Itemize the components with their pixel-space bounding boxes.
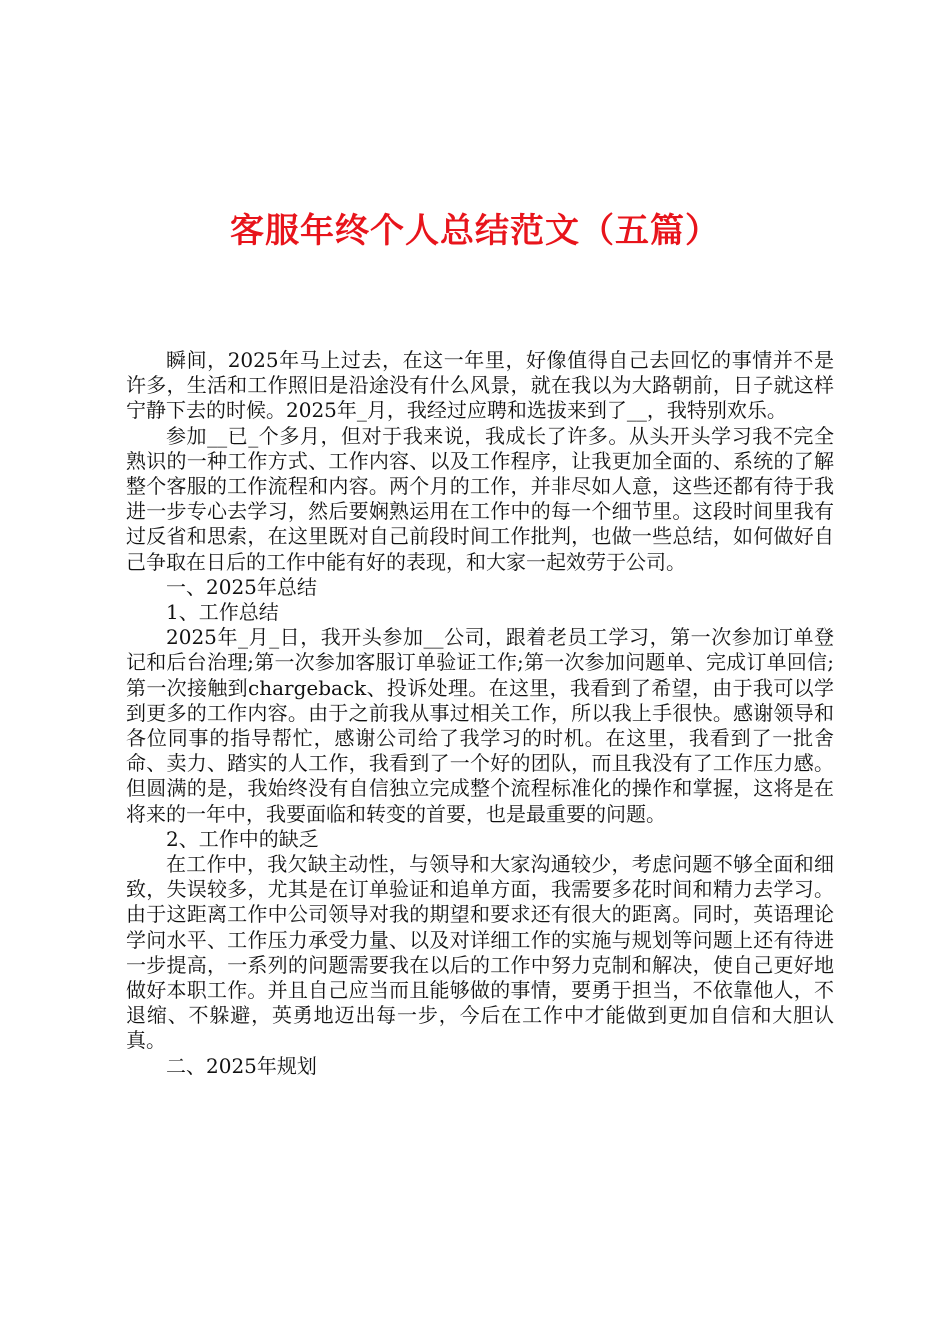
paragraph-shortcomings: 在工作中，我欠缺主动性，与领导和大家沟通较少，考虑问题不够全面和细致，失误较多，尤其是在订单验证和追单方面，我需要多花时间和精力去学习。由于这距离工作中公司领导对我的期望和要求还有很大的距离。同时，英语理论学问水平、工作压力承受力量、以及对详细工作的实施与规划等问题上还有待进一步提高，一系列的问题需要我在以后的工作中努力克制和解决，使自己更好地做好本职工作。并且自己应当而且能够做的事情，要勇于担当，不依靠他人，不退缩、不躲避，英勇地迈出每一步，今后在工作中才能做到更加自信和大胆认真。 [126, 852, 834, 1053]
document-body [126, 348, 834, 1079]
paragraph-work-summary: 2025年_月_日，我开头参加__公司，跟着老员工学习，第一次参加订单登记和后台治理;第一次参加客服订单验证工作;第一次参加问题单、完成订单回信;第一次接触到chargeback、投诉处理。在这里，我看到了希望，由于我可以学到更多的工作内容。由于之前我从事过相关工作，所以我上手很快。感谢领导和各位同事的指导帮忙，感谢公司给了我学习的时机。在这里，我看到了一批舍命、卖力、踏实的人工作，我看到了一个好的团队，而且我没有了工作压力感。但圆满的是，我始终没有自信独立完成整个流程标准化的操作和掌握，这将是在将来的一年中，我要面临和转变的首要，也是最重要的问题。 [126, 625, 834, 826]
subsection-heading-work-summary: 1、工作总结 [166, 600, 279, 625]
paragraph-growth: 参加__已_个多月，但对于我来说，我成长了许多。从头开头学习我不完全熟识的一种工作方式、工作内容、以及工作程序，让我更加全面的、系统的了解整个客服的工作流程和内容。两个月的工作，并非尽如人意，这些还都有待于我进一步专心去学习，然后要娴熟运用在工作中的每一个细节里。这段时间里我有过反省和思索，在这里既对自己前段时间工作批判，也做一些总结，如何做好自己争取在日后的工作中能有好的表现，和大家一起效劳于公司。 [126, 423, 834, 574]
paragraph-intro: 瞬间，2025年马上过去，在这一年里，好像值得自己去回忆的事情并不是许多，生活和工作照旧是沿途没有什么风景，就在我以为大路朝前，日子就这样宁静下去的时候。2025年_月，我经过应聘和选拔来到了__，我特别欢乐。 [126, 348, 834, 423]
section-heading-summary: 一、2025年总结 [166, 574, 317, 599]
document-title: 客服年终个人总结范文（五篇） [230, 211, 720, 251]
subsection-heading-shortcomings: 2、工作中的缺乏 [166, 826, 319, 851]
section-heading-plan: 二、2025年规划 [166, 1053, 317, 1078]
